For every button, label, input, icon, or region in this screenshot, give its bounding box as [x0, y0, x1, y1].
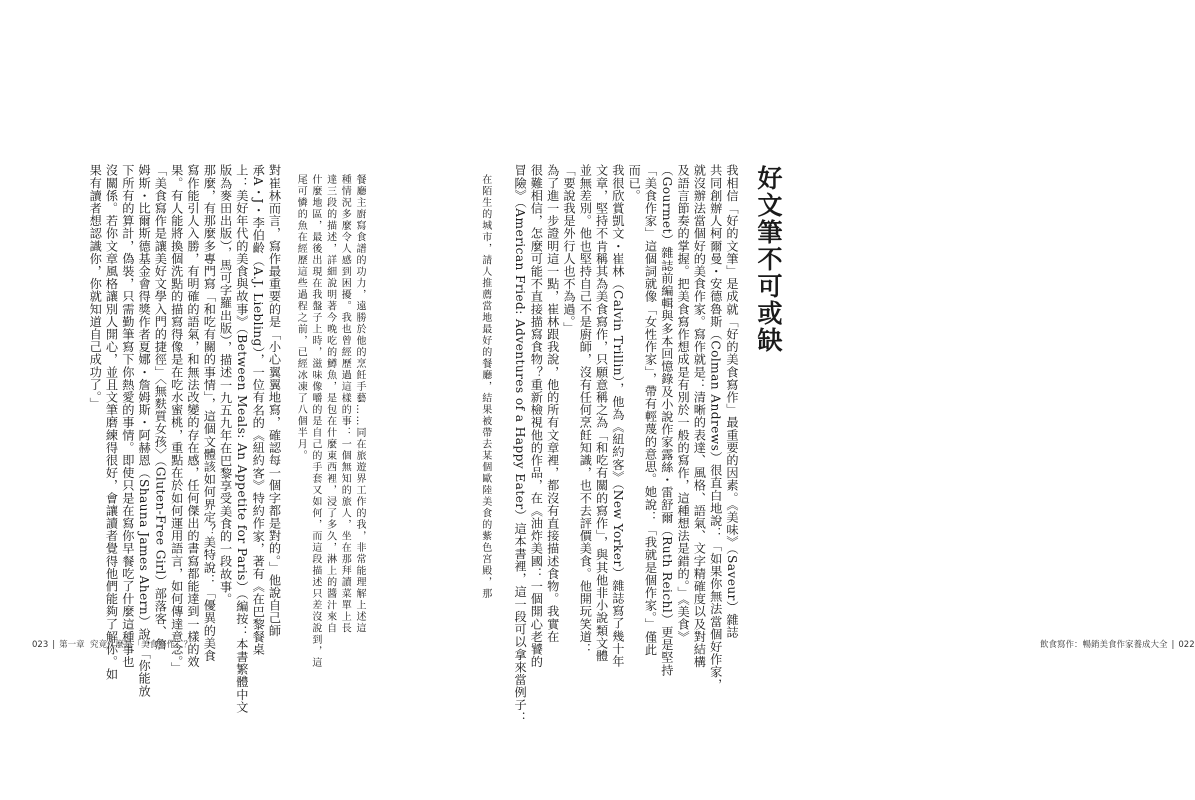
- body-text-column: 並無差別。他也堅持自己不是廚師，沒有任何烹飪知識，也不去評價美食。他開玩笑道：: [578, 164, 593, 656]
- body-text-column: 「美食寫作是讓美好文學入門的捷徑」〈無麩質女孩〉（Gluten-Free Girl）部落客、詹: [153, 164, 168, 651]
- body-text-column: 下所有的算計，偽裝，只需勤筆寫下你熱愛的事情。即使只是在寫你早餐吃了什麼這種事也: [120, 164, 135, 668]
- quote-text-column: 達三段的描述，詳細說明著今晚吃的鱒魚，是包在什麼東西裡，浸了多久，淋上的醬汁來自: [324, 174, 336, 634]
- body-text-column: 我相信「好的文筆」是成就「好的美食寫作」最重要的因素。《美味》（Saveur）雜誌: [725, 164, 739, 639]
- section-heading: 好文筆不可或缺: [754, 165, 783, 354]
- footer-separator: |: [52, 640, 56, 650]
- right-page-footer: [1040, 638, 1195, 650]
- quote-text-column: 餐廳主廚寫食譜的功力，遠勝於他的烹飪手藝……同在旅遊界工作的我，非常能理解上述這: [354, 174, 365, 634]
- quote-text-column: 尾可憐的魚在經歷這些過程之前，已經冰凍了八個半月。: [295, 174, 307, 462]
- body-text-column: （Gourmet）雜誌前編輯與多本回憶錄及小說作家露絲・雷舒爾（Ruth Reichl）更是堅持: [659, 164, 674, 677]
- left-page-number: 023: [32, 640, 49, 650]
- right-page-number: 022: [1178, 640, 1195, 650]
- body-text-column: 承A・J・李伯齡（A.J. Liebling），一位有名的《紐約客》特約作家，著有《在巴黎餐桌: [251, 164, 266, 656]
- body-text-column: 就沒辦法當個好的美食作家。寫作就是：清晰的表達、風格、語氣、文字精確度以及對結構: [692, 164, 707, 668]
- body-text-column: 果有讀者想認識你，你就知道自己成功了。」: [88, 164, 103, 410]
- body-text-column: 沒關係。若你文章風格讓別人開心，並且文筆磨練得很好，會讓讀者覺得他們能夠了解你。如: [104, 164, 119, 681]
- quote-text-column: 在陌生的城市，請人推薦當地最好的餐廳，結果被帶去某個歐陸美食的紫色宮殿，那: [479, 174, 491, 600]
- body-text-column: 對崔林而言，寫作最重要的是「小心翼翼地寫，確認每一個字都是對的。」他說自己師: [267, 164, 282, 637]
- quote-text-column: 種情況多麼令人感到困擾。我也曾經歷過這樣的事：一個無知的旅人，坐在那拜讀菜單上長: [339, 174, 351, 634]
- footer-chapter-label: 第一章: [59, 640, 85, 650]
- left-page-footer: [32, 638, 192, 650]
- footer-separator: |: [1171, 640, 1175, 650]
- body-text-column: 版為麥田出版），馬可字羅出版），描述一九五九年在巴黎享受美食的一段故事。: [218, 164, 233, 606]
- body-text-column: 「美食作家」這個詞就像「女性作家」，帶有輕蔑的意思。她說：「我就是個作家。」僅此: [643, 164, 658, 656]
- body-text-column: 姆斯・比爾斯德基金會得獎作者夏娜・詹姆斯・阿赫恩（Shauna James Ahern）說，「你能放: [137, 164, 152, 698]
- left-page: [0, 0, 400, 800]
- body-text-column: 「要說我是外行人也不為過。」: [562, 164, 576, 335]
- body-text-column: 那麼，有那麼多專門寫「和吃有關的事情」，這個文體該如何界定？美特說：「優異的美食: [202, 164, 217, 662]
- body-text-column: 果。有人能將換個洗點的描寫得像是在吃水蜜桃，重點在於如何運用語言，如何傳達意念。」: [169, 164, 184, 675]
- body-text-column: 很難相信，怎麼可能不直接描寫食物？重新檢視他的作品，在《油炸美國：一個開心老饕的: [529, 164, 544, 668]
- quote-text-column: 什麼地區，最後出現在我盤子上時，滋味像嚼的是自己的手套又如何，而這段描述只差沒說到，這: [309, 174, 321, 669]
- footer-book-title: 飲食寫作：暢銷美食作家養成大全: [1040, 640, 1168, 650]
- body-text-column: 上：美好年代的美食與故事》（Between Meals: An Appetite for Paris）（編按：本書繁體中文: [234, 164, 249, 714]
- footer-chapter-title: 究竟什麼是「美食寫作」？: [90, 640, 193, 650]
- body-text-column: 共同創辦人柯爾曼・安德魯斯（Colman Andrews）很直白地說：「如果你無法當個好作家，: [708, 164, 723, 691]
- body-text-column: 及語言節奏的掌握。把美食寫作想成是有別於一般的寫作，這種想法是錯的。」《美食》: [676, 164, 691, 644]
- body-text-column: 文章，堅持不肯稱其為美食寫作，只願意稱之為「和吃有關的寫作」，與其他非小說類文體: [594, 164, 609, 662]
- body-text-column: 而已。: [627, 164, 642, 202]
- right-page: [400, 0, 1195, 800]
- body-text-column: 冒險》（American Fried: Adventures of a Happy Eater）這本書裡，這一段可以拿來當例子：: [513, 164, 528, 724]
- body-text-column: 為了進一步證明這一點，崔林跟我說，他的所有文章裡，都沒有直接描述食物。我實在: [545, 164, 560, 643]
- body-text-column: 我很欣賞凱文・崔林（Calvin Trillin），他為《紐約客》（New Yorker）雜誌寫了幾十年: [610, 164, 625, 668]
- body-text-column: 寫作能引人入勝，有明確的語氣，和無法改變的存在感，任何傑出的書寫都能達到一樣的效: [186, 164, 200, 668]
